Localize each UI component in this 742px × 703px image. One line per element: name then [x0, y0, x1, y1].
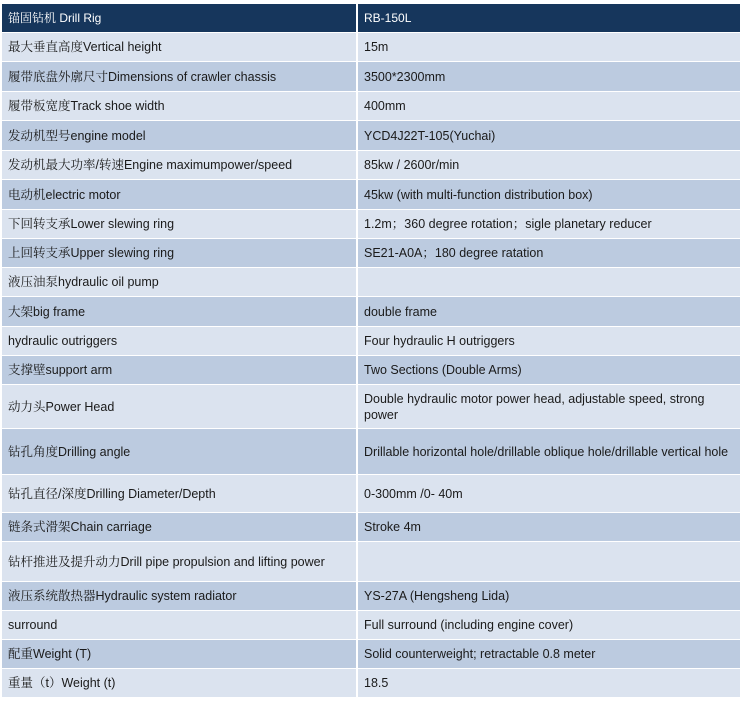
table-row	[2, 297, 740, 327]
table-row	[2, 92, 740, 121]
header-value: RB-150L	[358, 4, 740, 33]
row-value: 400mm	[358, 92, 740, 121]
table-row	[2, 513, 740, 542]
row-value: SE21-A0A；180 degree ratation	[358, 239, 740, 268]
row-parameter: 动力头Power Head	[2, 385, 358, 429]
table-row	[2, 151, 740, 180]
row-value: Two Sections (Double Arms)	[358, 356, 740, 385]
table-row	[2, 669, 740, 698]
table-row	[2, 210, 740, 239]
row-parameter: 大架big frame	[2, 297, 358, 327]
table-row	[2, 542, 740, 582]
table-row	[2, 640, 740, 669]
row-value: 3500*2300mm	[358, 62, 740, 92]
row-parameter: 下回转支承Lower slewing ring	[2, 210, 358, 239]
row-parameter: 链条式滑架Chain carriage	[2, 513, 358, 542]
row-value: Drillable horizontal hole/drillable oblique hole/drillable vertical hole	[358, 429, 740, 475]
table-row	[2, 429, 740, 475]
table-row	[2, 121, 740, 151]
row-parameter: 履带底盘外廓尺寸Dimensions of crawler chassis	[2, 62, 358, 92]
row-value: Full surround (including engine cover)	[358, 611, 740, 640]
table-row	[2, 62, 740, 92]
row-parameter: hydraulic outriggers	[2, 327, 358, 356]
row-value: 0-300mm /0- 40m	[358, 475, 740, 513]
row-parameter: 钻孔角度Drilling angle	[2, 429, 358, 475]
row-parameter: 发动机最大功率/转速Engine maximumpower/speed	[2, 151, 358, 180]
row-parameter: 履带板宽度Track shoe width	[2, 92, 358, 121]
table-row	[2, 385, 740, 429]
table-row	[2, 611, 740, 640]
table-row	[2, 356, 740, 385]
row-parameter: 支撑壁support arm	[2, 356, 358, 385]
row-value: YCD4J22T-105(Yuchai)	[358, 121, 740, 151]
table-header-row	[2, 4, 740, 33]
row-parameter: 钻孔直径/深度Drilling Diameter/Depth	[2, 475, 358, 513]
table-row	[2, 268, 740, 297]
row-value: Stroke 4m	[358, 513, 740, 542]
row-value: 1.2m；360 degree rotation；sigle planetary reducer	[358, 210, 740, 239]
row-value: 18.5	[358, 669, 740, 698]
table-row	[2, 239, 740, 268]
row-parameter: 电动机electric motor	[2, 180, 358, 210]
row-value: Four hydraulic H outriggers	[358, 327, 740, 356]
row-value	[358, 542, 740, 582]
row-parameter: 最大垂直高度Vertical height	[2, 33, 358, 62]
header-parameter: 锚固钻机 Drill Rig	[2, 4, 358, 33]
row-parameter: surround	[2, 611, 358, 640]
table-row	[2, 33, 740, 62]
table-row	[2, 582, 740, 611]
row-value: Solid counterweight; retractable 0.8 meter	[358, 640, 740, 669]
row-value: 85kw / 2600r/min	[358, 151, 740, 180]
row-parameter: 发动机型号engine model	[2, 121, 358, 151]
row-parameter: 液压油泵hydraulic oil pump	[2, 268, 358, 297]
row-value: double frame	[358, 297, 740, 327]
row-parameter: 上回转支承Upper slewing ring	[2, 239, 358, 268]
spec-table	[2, 4, 740, 698]
row-parameter: 液压系统散热器Hydraulic system radiator	[2, 582, 358, 611]
table-row	[2, 475, 740, 513]
table-row	[2, 180, 740, 210]
table-row	[2, 327, 740, 356]
row-parameter: 重量（t）Weight (t)	[2, 669, 358, 698]
row-parameter: 配重Weight (T)	[2, 640, 358, 669]
row-value: Double hydraulic motor power head, adjustable speed, strong power	[358, 385, 740, 429]
row-parameter: 钻杆推进及提升动力Drill pipe propulsion and lifting power	[2, 542, 358, 582]
row-value: 15m	[358, 33, 740, 62]
row-value: 45kw (with multi-function distribution box)	[358, 180, 740, 210]
row-value: YS-27A (Hengsheng Lida)	[358, 582, 740, 611]
row-value	[358, 268, 740, 297]
